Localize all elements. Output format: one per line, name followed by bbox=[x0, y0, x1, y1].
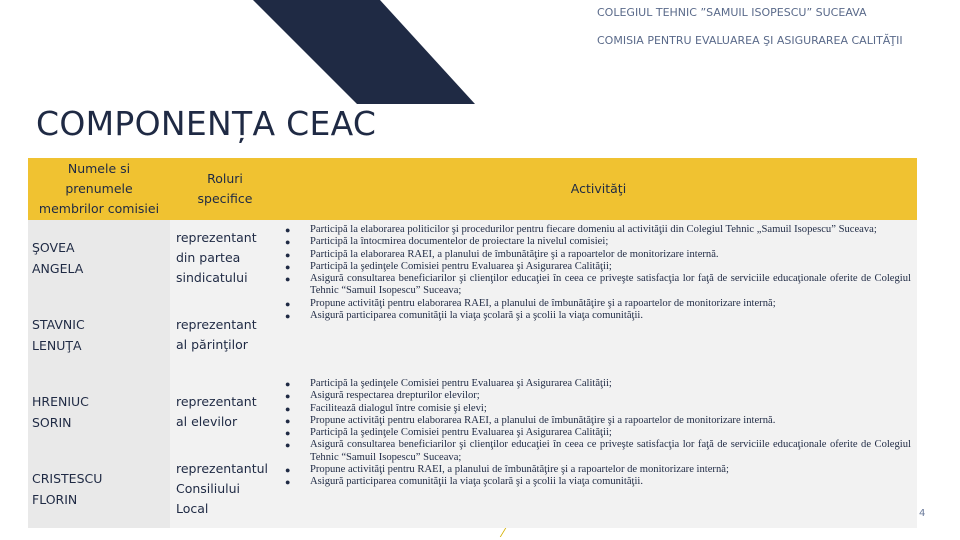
member-role-line: al elevilor bbox=[176, 414, 238, 429]
activity-text: Propune activităţi pentru elaborarea RAEI, a planului de îmbunătăţire şi a rapoartelor de monitorizare internă; bbox=[310, 297, 776, 309]
member-role-line: din partea bbox=[176, 250, 241, 265]
member-role-line: reprezentantul bbox=[176, 461, 268, 476]
member-name-line: ŞOVEA bbox=[32, 240, 75, 255]
activity-text: Participă la elaborarea politicilor şi procedurilor pentru fiecare domeniu al activităţii din Colegiul Tehnic „Samuil Isopescu” Suceava; bbox=[310, 224, 877, 235]
bullet-icon: ● bbox=[285, 403, 291, 414]
decorative-tick-icon: ⁄ bbox=[502, 526, 505, 540]
school-name: COLEGIUL TEHNIC ”SAMUIL ISOPESCU” SUCEAVA bbox=[597, 6, 867, 19]
activity-text: Asigură participarea comunităţii la viaţa şcolară şi a şcolii la viaţa comunităţii. bbox=[310, 310, 643, 322]
member-name bbox=[28, 220, 170, 296]
commission-name: COMISIA PENTRU EVALUAREA ŞI ASIGURAREA CALITĂŢII bbox=[597, 34, 903, 47]
activity-item bbox=[282, 249, 911, 261]
bullet-icon: ● bbox=[285, 379, 291, 389]
header-roles-line: specifice bbox=[197, 191, 253, 206]
member-role bbox=[170, 220, 280, 296]
activity-text: Propune activităţi pentru RAEI, a planului de îmbunătăţire şi a rapoartelor de monitorizare internă; bbox=[310, 464, 729, 476]
member-role-line: reprezentant bbox=[176, 394, 257, 409]
member-name bbox=[28, 374, 170, 450]
member-name-line: FLORIN bbox=[32, 492, 78, 507]
activity-item bbox=[282, 224, 911, 236]
member-name bbox=[28, 450, 170, 528]
activities-list bbox=[282, 224, 911, 322]
member-role-line: sindicatului bbox=[176, 270, 248, 285]
bullet-icon: ● bbox=[285, 274, 291, 285]
activity-text: Asigură consultarea beneficiarilor şi clienţilor educaţiei în ceea ce priveşte satisfacţia lor faţă de serviciile educaţionale oferite de Colegiul Tehnic “Samuil Isopescu” Suceava; bbox=[310, 273, 911, 297]
member-name-line: CRISTESCU bbox=[32, 471, 103, 486]
bullet-icon: ● bbox=[285, 465, 291, 476]
bullet-icon: ● bbox=[285, 440, 291, 451]
activity-item bbox=[282, 476, 911, 488]
header-roles bbox=[170, 158, 280, 220]
activity-text: Participă la elaborarea RAEI, a planului de îmbunătăţire şi a rapoartelor de monitorizare internă. bbox=[310, 248, 719, 260]
activity-text: Asigură participarea comunităţii la viaţa şcolară şi a şcolii la viaţa comunităţii. bbox=[310, 476, 643, 488]
activity-text: Participă la şedinţele Comisiei pentru Evaluarea şi Asigurarea Calităţii; bbox=[310, 260, 612, 272]
header-name-line: Numele si bbox=[67, 161, 131, 176]
bullet-icon: ● bbox=[285, 415, 291, 426]
member-name-line: ANGELA bbox=[32, 261, 84, 276]
header-roles-line: Roluri bbox=[207, 171, 243, 186]
activities-cell bbox=[280, 220, 917, 374]
activity-text: Propune activităţi pentru elaborarea RAEI, a planului de îmbunătăţire şi a rapoartelor de monitorizare internă. bbox=[310, 414, 776, 426]
activities-list bbox=[282, 378, 911, 489]
member-role-line: Consiliului bbox=[176, 481, 241, 496]
activity-text: Asigură consultarea beneficiarilor şi clienţilor educaţiei în ceea ce priveşte satisfacţia lor faţă de serviciile educaţionale oferite de Colegiul Tehnic “Samuil Isopescu” Suceava; bbox=[310, 439, 911, 463]
activity-item bbox=[282, 298, 911, 310]
activity-text: Participă la şedinţele Comisiei pentru Evaluarea şi Asigurarea Calităţii; bbox=[310, 378, 612, 389]
activity-text: Participă la întocmirea documentelor de proiectare la nivelul comisiei; bbox=[310, 236, 609, 248]
page-number: 4 bbox=[919, 508, 926, 519]
bullet-icon: ● bbox=[285, 237, 291, 248]
activity-item bbox=[282, 378, 911, 390]
member-role-line: Local bbox=[176, 501, 209, 516]
member-name-line: STAVNIC bbox=[32, 317, 85, 332]
activity-item bbox=[282, 261, 911, 273]
bullet-icon: ● bbox=[285, 225, 291, 235]
activity-item bbox=[282, 236, 911, 248]
page-title: COMPONENȚA CEAC bbox=[36, 104, 377, 143]
bullet-icon: ● bbox=[285, 391, 291, 402]
member-role bbox=[170, 450, 280, 528]
member-name bbox=[28, 296, 170, 374]
activity-text: Facilitează dialogul între comisie şi elevi; bbox=[310, 402, 487, 414]
member-name-line: LENUŢA bbox=[32, 338, 82, 353]
member-name-line: SORIN bbox=[32, 415, 72, 430]
member-role bbox=[170, 296, 280, 374]
activity-text: Asigură respectarea drepturilor elevilor; bbox=[310, 390, 480, 402]
activity-item bbox=[282, 390, 911, 402]
bullet-icon: ● bbox=[285, 249, 291, 260]
bullet-icon: ● bbox=[285, 428, 291, 439]
header-name-line: membrilor comisiei bbox=[38, 201, 160, 216]
member-role-line: al părinţilor bbox=[176, 337, 248, 352]
member-role bbox=[170, 374, 280, 450]
activity-item bbox=[282, 310, 911, 322]
bullet-icon: ● bbox=[285, 298, 291, 309]
activity-item bbox=[282, 439, 911, 464]
table-row bbox=[28, 374, 917, 450]
activity-item bbox=[282, 415, 911, 427]
header-name bbox=[28, 158, 170, 220]
activity-item bbox=[282, 273, 911, 298]
activity-item bbox=[282, 464, 911, 476]
member-role-line: reprezentant bbox=[176, 230, 257, 245]
ceac-table bbox=[28, 158, 917, 528]
table-row bbox=[28, 220, 917, 296]
bullet-icon: ● bbox=[285, 477, 291, 488]
bullet-icon: ● bbox=[285, 261, 291, 272]
member-role-line: reprezentant bbox=[176, 317, 257, 332]
activities-cell bbox=[280, 374, 917, 528]
bullet-icon: ● bbox=[285, 311, 291, 322]
activity-item bbox=[282, 403, 911, 415]
header-name-line: prenumele bbox=[65, 181, 133, 196]
header-activities: Activităţi bbox=[280, 158, 917, 220]
member-name-line: HRENIUC bbox=[32, 394, 89, 409]
activity-text: Participă la şedinţele Comisiei pentru Evaluarea şi Asigurarea Calităţii; bbox=[310, 427, 612, 439]
activity-item bbox=[282, 427, 911, 439]
